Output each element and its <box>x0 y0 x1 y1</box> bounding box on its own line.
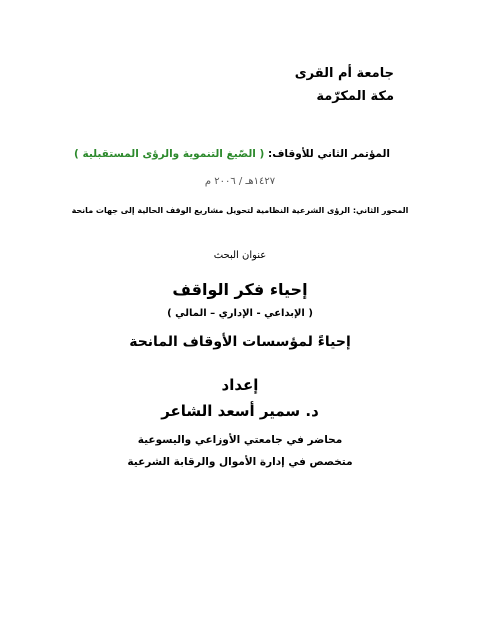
conference-line <box>74 148 390 160</box>
research-title: إحياء فكر الواقف <box>172 280 308 299</box>
university-city: مكة المكرّمة <box>316 89 394 104</box>
axis-label: المحور الثاني: <box>352 206 409 215</box>
author-role-1: محاضر في جامعتي الأوزاعي واليسوعية <box>137 434 343 446</box>
conference-date: ١٤٢٧هـ / ٢٠٠٦ م <box>204 176 276 187</box>
conference-axis <box>0 206 480 215</box>
university-name: جامعة أم القرى <box>294 66 394 81</box>
prepared-by-label: إعداد <box>221 376 259 394</box>
research-second-title: إحياءً لمؤسسات الأوقاف المانحة <box>129 334 351 350</box>
axis-text: الرؤى الشرعية النظامية لتحويل مشاريع الوقف الحالية إلى جهات مانحة <box>71 206 351 215</box>
author-role-2: متخصص في إدارة الأموال والرقابة الشرعية <box>127 456 353 468</box>
research-label: عنوان البحث <box>213 250 267 261</box>
research-subtitle: ( الإبداعي - الإداري – المالي ) <box>167 308 313 319</box>
conference-theme: ( الصّيغ التنموية والرؤى المستقبلية ) <box>74 148 265 160</box>
conference-prefix: المؤتمر الثاني للأوقاف: <box>268 148 390 160</box>
author-name: د. سمير أسعد الشاعر <box>161 402 319 420</box>
